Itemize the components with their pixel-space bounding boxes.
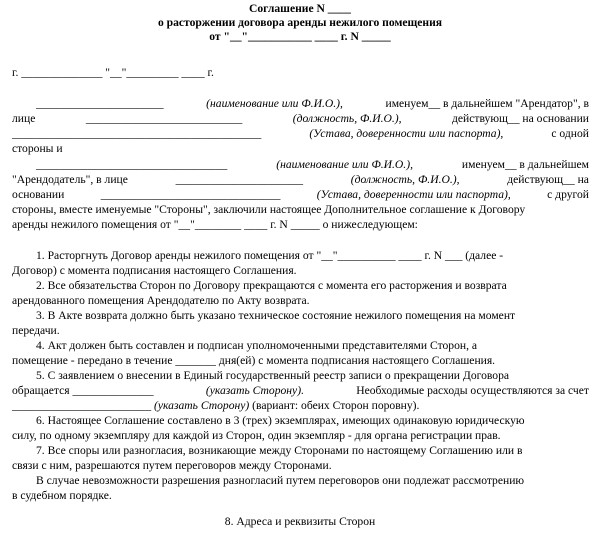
text-span: "Арендодатель", в лице [12,173,128,186]
item-5-line-2 [12,384,589,398]
preamble-line-5 [36,158,589,172]
hint-text: (должность, Ф.И.О.), [350,173,460,186]
item-7-line-2: связи с ним, разрешаются путем переговоров между Сторонами. [12,459,332,472]
text-span: обращается ______________ [12,384,154,397]
hint-text: (Устава, доверенности или паспорта), [316,188,511,201]
item-1-line-1: 1. Расторгнуть Договор аренды нежилого помещения от "__"__________ ____ г. N ___ (далее - [36,249,504,262]
text-span: с другой [547,188,589,201]
preamble-line-6 [12,173,589,187]
preamble-line-9: аренды нежилого помещения от "__"________ ____ г. N _____ о нижеследующем: [12,218,418,231]
item-3-line-2: передачи. [12,324,60,337]
item-5-line-1: 5. С заявлением о внесении в Единый государственный реестр записи о прекращении Договора [36,369,510,382]
text-span: с одной [551,127,589,140]
preamble-line-3 [12,127,589,141]
blank-field: _______________________________ [100,188,281,201]
item-2-line-1: 2. Все обязательства Сторон по Договору прекращаются с момента его расторжения и возврата [36,279,507,292]
blank-field: _________________________________ [36,158,228,171]
item-7b-line-2: в судебном порядке. [12,489,112,502]
hint-text: (наименование или Ф.И.О.), [276,158,413,171]
hint-text: (наименование или Ф.И.О.), [206,97,343,110]
item-4-line-1: 4. Акт должен быть составлен и подписан уполномоченными представителями Сторон, а [36,339,478,352]
preamble-line-2 [12,112,589,126]
item-2-line-2: арендованного помещения Арендодателю по Акту возврата. [12,294,310,307]
text-span: именуем__ в дальнейшем [461,158,589,171]
blank-field: ______________________ [36,97,164,110]
document-title: Соглашение N ____ [249,2,351,15]
item-6-line-2: силу, по одному экземпляру для каждой из Сторон, один экземпляр - для органа регистрации прав. [12,429,501,442]
preamble-line-8: стороны, вместе именуемые "Стороны", заключили настоящее Дополнительное соглашение к Договору [12,203,526,216]
item-6-line-1: 6. Настоящее Соглашение составлено в 3 (трех) экземплярах, имеющих одинаковую юридическую [36,414,525,427]
preamble-line-4: стороны и [12,142,63,155]
blank-field: ________________________ [12,399,152,412]
blank-field: ___________________________________________ [12,127,262,140]
item-7b-line-1: В случае невозможности разрешения разногласий путем переговоров они подлежат рассмотрению [36,474,525,487]
blank-field: ______________________ [175,173,304,186]
text-span: действующ__ на [507,173,589,186]
item-5-line-3 [12,399,419,413]
preamble-line-1 [36,97,589,111]
document-subtitle: о расторжении договора аренды нежилого помещения [157,16,443,29]
text-span: основании [12,188,65,201]
item-7-line-1: 7. Все споры или разногласия, возникающие между Сторонами по настоящему Соглашению или в [36,444,523,457]
blank-field: ___________________________ [85,112,243,125]
item-1-line-2: Договор) с момента подписания настоящего Соглашения. [12,264,297,277]
item-4-line-2: помещение - передано в течение _______ дня(ей) с момента подписания настоящего Соглашения. [12,354,496,367]
hint-text: (должность, Ф.И.О.), [292,112,402,125]
text-span: лице [12,112,36,125]
preamble-line-7 [12,188,589,202]
document-date-line: от "__"___________ ____ г. N _____ [209,30,391,43]
place-date-line: г. ______________ "__"_________ ____ г. [12,66,214,79]
text-span: Необходимые расходы осуществляются за счет [356,384,589,397]
text-span: именуем__ в дальнейшем "Арендатор", в [385,97,589,110]
text-span: (вариант: обеих Сторон поровну). [252,399,420,412]
hint-text: (указать Сторону) [154,399,250,412]
section-8-heading: 8. Адреса и реквизиты Сторон [224,515,376,528]
item-3-line-1: 3. В Акте возврата должно быть указано техническое состояние нежилого помещения на момент [36,309,516,322]
text-span: действующ__ на основании [452,112,589,125]
hint-text: (указать Сторону). [205,384,304,397]
hint-text: (Устава, доверенности или паспорта), [309,127,504,140]
